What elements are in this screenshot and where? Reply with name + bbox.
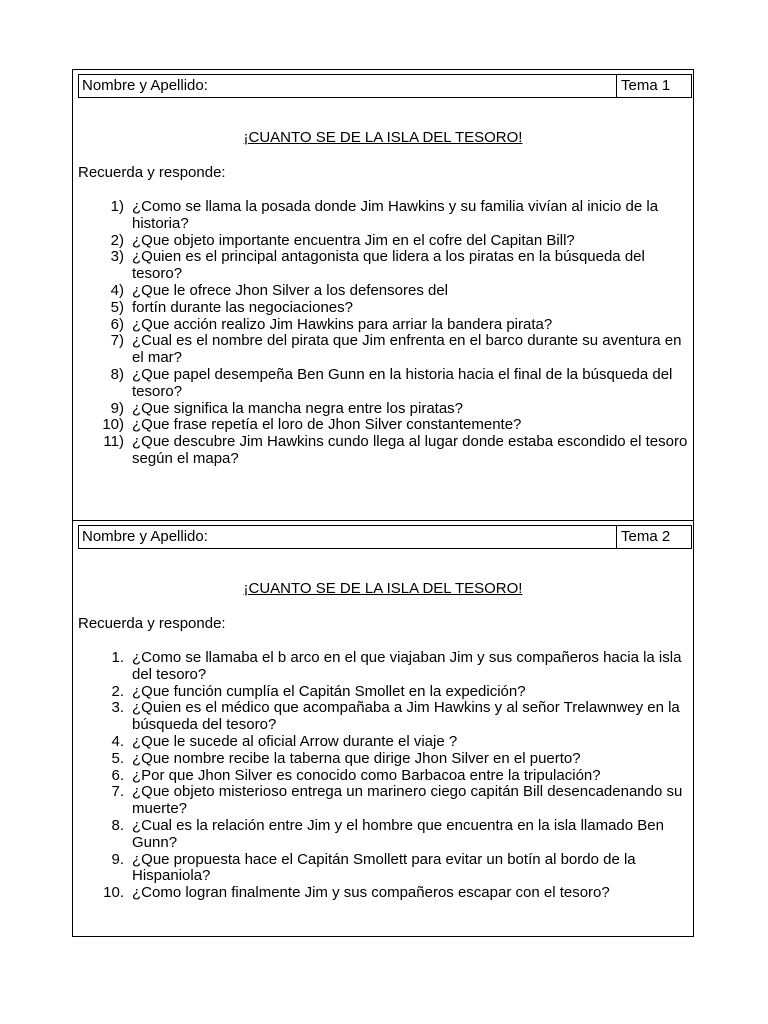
question-number: 8. <box>111 816 124 834</box>
question-text: ¿Quien es el principal antagonista que lidera a los piratas en la búsqueda del tesoro? <box>132 248 645 283</box>
question-number: 7) <box>110 332 124 350</box>
question-text: ¿Cual es la relación entre Jim y el hombre que encuentra en la isla llamado Ben Gunn? <box>132 816 664 851</box>
question-text: ¿Que descubre Jim Hawkins cundo llega al lugar donde estaba escondido el tesoro según el mapa? <box>132 433 688 467</box>
header-row <box>78 525 692 549</box>
question-item <box>97 249 697 283</box>
question-text: ¿Que le ofrece Jhon Silver a los defensores del <box>132 281 449 299</box>
question-text: ¿Que propuesta hace el Capitán Smollett para evitar un botín al bordo de la Hispaniola? <box>132 850 636 885</box>
tema-label: Tema 1 <box>621 77 671 94</box>
question-text: ¿Como se llama la posada donde Jim Hawkins y su familia vivían al inicio de la historia? <box>132 198 659 232</box>
question-number: 4) <box>110 281 124 299</box>
question-number: 7. <box>111 783 124 801</box>
instructions: Recuerda y responde: <box>78 615 226 632</box>
question-item <box>97 300 697 317</box>
name-field-label: Nombre y Apellido: <box>79 75 617 97</box>
question-item <box>97 367 697 401</box>
name-field-label: Nombre y Apellido: <box>79 526 617 548</box>
worksheet-title: ¡CUANTO SE DE LA ISLA DEL TESORO! <box>243 580 523 597</box>
question-number: 9. <box>111 850 124 868</box>
question-number: 1. <box>111 649 124 666</box>
question-item <box>97 818 697 852</box>
question-text: ¿Que objeto importante encuentra Jim en el cofre del Capitan Bill? <box>132 231 575 249</box>
question-number: 6. <box>111 766 124 784</box>
question-item <box>97 333 697 367</box>
question-number: 2) <box>110 231 124 249</box>
question-text: ¿Como logran finalmente Jim y sus compañeros escapar con el tesoro? <box>132 884 610 902</box>
question-number: 11) <box>103 433 124 451</box>
question-text: ¿Por que Jhon Silver es conocido como Barbacoa entre la tripulación? <box>132 766 601 784</box>
question-text: ¿Que frase repetía el loro de Jhon Silver constantemente? <box>132 416 522 434</box>
question-item <box>97 734 697 751</box>
question-text: ¿Como se llamaba el b arco en el que viajaban Jim y sus compañeros hacia la isla del tesoro? <box>132 649 682 683</box>
question-number: 3. <box>111 699 124 717</box>
question-item <box>97 233 697 250</box>
question-text: ¿Que objeto misterioso entrega un marinero ciego capitán Bill desencadenando su muerte? <box>132 783 683 818</box>
worksheet-page <box>72 69 694 937</box>
question-item <box>97 650 697 684</box>
question-item <box>97 885 697 902</box>
question-item <box>97 768 697 785</box>
question-text: ¿Que papel desempeña Ben Gunn en la historia hacia el final de la búsqueda del tesoro? <box>132 365 673 400</box>
tema-label: Tema 2 <box>621 528 671 545</box>
question-text: ¿Que acción realizo Jim Hawkins para arriar la bandera pirata? <box>132 315 553 333</box>
question-text: ¿Que nombre recibe la taberna que dirige Jhon Silver en el puerto? <box>132 749 581 767</box>
question-number: 6) <box>110 315 124 333</box>
question-number: 10) <box>102 416 124 434</box>
question-number: 8) <box>110 365 124 383</box>
question-list <box>97 199 697 468</box>
question-text: ¿Que función cumplía el Capitán Smollet en la expedición? <box>132 682 526 700</box>
question-number: 4. <box>111 732 124 750</box>
question-item <box>97 684 697 701</box>
question-item <box>97 434 697 468</box>
worksheet-section-tema-2 <box>73 521 693 936</box>
question-text: ¿Que le sucede al oficial Arrow durante el viaje ? <box>132 732 458 750</box>
question-text: fortín durante las negociaciones? <box>132 298 353 316</box>
question-number: 5. <box>111 749 124 767</box>
question-item <box>97 852 697 886</box>
question-number: 9) <box>110 399 124 417</box>
question-item <box>97 784 697 818</box>
question-list <box>97 650 697 902</box>
question-number: 1) <box>110 198 124 215</box>
question-text: ¿Que significa la mancha negra entre los piratas? <box>132 399 464 417</box>
worksheet-title: ¡CUANTO SE DE LA ISLA DEL TESORO! <box>243 129 523 146</box>
header-row <box>78 74 692 98</box>
question-number: 2. <box>111 682 124 700</box>
question-number: 10. <box>103 884 124 902</box>
question-number: 3) <box>110 248 124 266</box>
question-text: ¿Quien es el médico que acompañaba a Jim Hawkins y al señor Trelawnwey en la búsqueda del tesoro? <box>132 699 680 734</box>
instructions: Recuerda y responde: <box>78 164 226 181</box>
question-item <box>97 199 697 233</box>
question-item <box>97 401 697 418</box>
question-item <box>97 700 697 734</box>
question-item <box>97 417 697 434</box>
question-item <box>97 751 697 768</box>
question-item <box>97 317 697 334</box>
question-item <box>97 283 697 300</box>
worksheet-section-tema-1 <box>73 70 693 521</box>
question-text: ¿Cual es el nombre del pirata que Jim enfrenta en el barco durante su aventura en el mar? <box>132 332 682 367</box>
question-number: 5) <box>110 298 124 316</box>
